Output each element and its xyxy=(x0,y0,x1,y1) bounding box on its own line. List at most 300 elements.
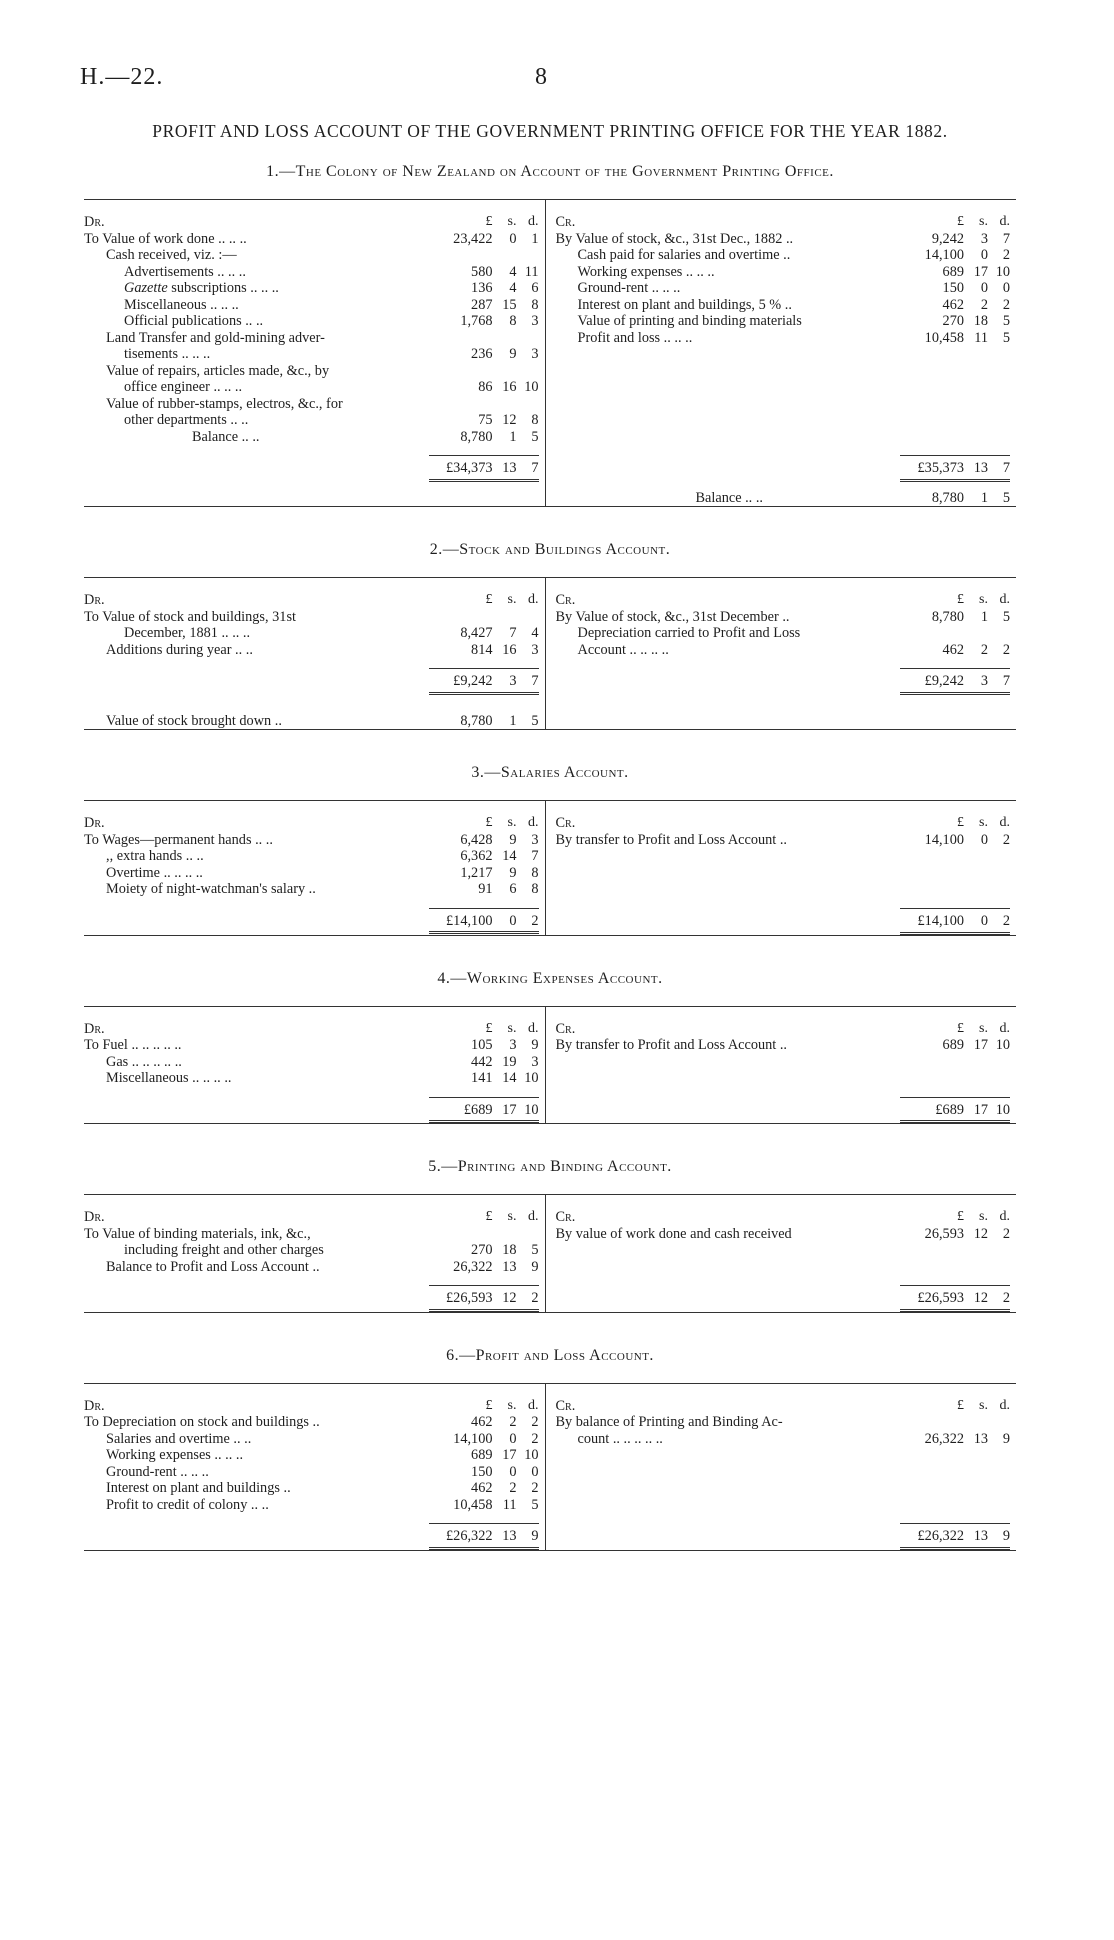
amount-pence: 7 xyxy=(531,673,539,689)
row-description: Additions during year .. .. xyxy=(106,641,253,658)
amount-pounds: 580 xyxy=(471,263,493,280)
amount-pence: 10 xyxy=(524,1070,539,1086)
amount-pence: 8 xyxy=(531,881,539,897)
amount-shillings: 3 xyxy=(980,673,988,689)
amount-pounds: 26,593 xyxy=(924,1225,964,1242)
row-amount xyxy=(900,313,1010,330)
credit-row xyxy=(556,1037,1011,1054)
row-amount xyxy=(429,1242,539,1259)
amount-pounds: 14,100 xyxy=(924,831,964,848)
amount-pence: 2 xyxy=(1002,247,1010,263)
currency-header xyxy=(900,592,1010,609)
amount-shillings: 7 xyxy=(509,625,517,641)
amount-pounds: £ xyxy=(957,214,964,229)
credit-row xyxy=(556,1431,1011,1448)
row-amount xyxy=(429,412,539,429)
row-amount xyxy=(900,264,1010,281)
amount-pence: 2 xyxy=(1002,641,1010,658)
debit-row xyxy=(84,330,539,347)
credit-row xyxy=(556,625,1011,642)
amount-pence: 9 xyxy=(1002,1528,1010,1544)
credit-side xyxy=(545,1384,1017,1550)
amount-pounds: 23,422 xyxy=(453,230,493,247)
credit-total xyxy=(900,1097,1010,1124)
row-description: Value of printing and binding materials xyxy=(577,313,802,329)
amount-pounds: 150 xyxy=(942,280,964,296)
debit-row xyxy=(84,247,539,264)
amount-pounds: 462 xyxy=(471,1414,493,1430)
row-amount xyxy=(429,379,539,396)
section-title-text: 1.—The Colony of New Zealand on Account of the Government Printing Office. xyxy=(266,163,834,180)
row-description: Working expenses .. .. .. xyxy=(577,263,715,280)
amount-pence: d. xyxy=(999,1397,1010,1413)
row-amount xyxy=(429,280,539,297)
debit-row xyxy=(84,1480,539,1497)
amount-pounds: 462 xyxy=(942,641,964,658)
amount-shillings: s. xyxy=(507,1397,517,1413)
amount-shillings: 3 xyxy=(509,673,517,689)
amount-pence: 2 xyxy=(1002,1225,1010,1242)
debit-row xyxy=(84,264,539,281)
amount-pence: 2 xyxy=(531,1430,539,1447)
section-title-text: 5.—Printing and Binding Account. xyxy=(428,1158,672,1175)
amount-shillings: s. xyxy=(979,815,988,830)
total-amount xyxy=(429,913,539,935)
amount-pence: 5 xyxy=(531,1496,539,1513)
row-description: Profit and loss .. .. .. xyxy=(577,329,693,346)
credit-row xyxy=(556,231,1011,248)
side-label: Cr. xyxy=(555,1020,576,1037)
amount-shillings: 14 xyxy=(502,848,517,864)
credit-row xyxy=(556,642,1011,659)
amount-pounds: £14,100 xyxy=(917,913,964,929)
amount-shillings: 1 xyxy=(980,489,988,506)
debit-row xyxy=(84,396,539,413)
row-amount xyxy=(429,429,539,446)
amount-pounds: £9,242 xyxy=(453,673,493,689)
debit-total xyxy=(429,908,539,935)
amount-pence: 2 xyxy=(531,912,539,929)
amount-pounds: £ xyxy=(957,1397,964,1413)
credit-header xyxy=(556,1398,1011,1415)
debit-row xyxy=(84,297,539,314)
amount-pounds: 9,242 xyxy=(931,230,964,247)
amount-pounds: £26,322 xyxy=(917,1528,964,1544)
account-bottom-rule xyxy=(84,506,1016,507)
page-header xyxy=(80,64,1020,91)
amount-pounds: 91 xyxy=(478,881,493,897)
row-description: By Value of stock, &c., 31st December .. xyxy=(555,608,790,625)
amount-pence: 10 xyxy=(524,1447,539,1463)
row-description: office engineer .. .. .. xyxy=(124,379,243,395)
debit-row xyxy=(84,1037,539,1054)
debit-row xyxy=(84,1414,539,1431)
currency-header xyxy=(429,815,539,832)
debit-row xyxy=(84,1497,539,1514)
debit-header xyxy=(84,815,539,832)
amount-pence: 3 xyxy=(531,313,539,329)
amount-shillings: 14 xyxy=(502,1070,517,1086)
amount-shillings: 1 xyxy=(509,428,517,445)
amount-pounds: 136 xyxy=(471,280,493,296)
amount-pence: d. xyxy=(999,214,1010,229)
account-5 xyxy=(84,1194,1016,1312)
debit-row xyxy=(84,609,539,626)
row-amount xyxy=(429,1447,539,1464)
amount-pence: 11 xyxy=(524,263,539,280)
accounts-container xyxy=(80,163,1020,1551)
row-description: including freight and other charges xyxy=(124,1242,324,1258)
amount-pounds: 689 xyxy=(942,1037,964,1053)
amount-pounds: 6,428 xyxy=(460,831,493,848)
amount-pence: d. xyxy=(999,1020,1010,1036)
debit-total xyxy=(429,1097,539,1124)
amount-pounds: 236 xyxy=(471,346,493,362)
row-amount xyxy=(429,231,539,248)
amount-pounds: £689 xyxy=(463,1101,493,1118)
amount-pounds: £ xyxy=(485,214,493,229)
debit-row xyxy=(84,1070,539,1087)
amount-pounds: £ xyxy=(957,1020,964,1036)
debit-row xyxy=(84,865,539,882)
row-amount xyxy=(429,1497,539,1514)
debit-total xyxy=(429,668,539,695)
amount-shillings: 0 xyxy=(509,230,517,247)
amount-pence: 5 xyxy=(531,1242,539,1258)
credit-row xyxy=(556,247,1011,264)
row-amount xyxy=(429,832,539,849)
amount-pounds: £35,373 xyxy=(917,460,964,476)
row-description: Moiety of night-watchman's salary .. xyxy=(106,881,316,897)
credit-header xyxy=(556,815,1011,832)
row-description: Account .. .. .. .. xyxy=(577,641,669,658)
debit-row xyxy=(84,1431,539,1448)
amount-pence: 7 xyxy=(1002,230,1010,247)
amount-shillings: 2 xyxy=(980,296,988,313)
total-amount xyxy=(900,460,1010,482)
debit-row xyxy=(84,1242,539,1259)
row-description: Ground-rent .. .. .. xyxy=(577,280,681,296)
debit-side xyxy=(84,801,545,935)
currency-header xyxy=(429,1021,539,1038)
row-description: Depreciation carried to Profit and Loss xyxy=(577,625,801,641)
debit-row xyxy=(84,313,539,330)
section-title-text: 6.—Profit and Loss Account. xyxy=(446,1346,654,1364)
row-description: By balance of Printing and Binding Ac- xyxy=(555,1414,783,1430)
credit-total xyxy=(900,908,1010,935)
amount-shillings: 2 xyxy=(509,1414,517,1430)
amount-pence: 5 xyxy=(1002,608,1010,625)
amount-shillings: 19 xyxy=(502,1053,517,1070)
row-amount xyxy=(429,642,539,659)
debit-row xyxy=(84,1464,539,1481)
debit-row xyxy=(84,832,539,849)
credit-total xyxy=(900,1523,1010,1550)
amount-pounds: 6,362 xyxy=(460,848,493,864)
debit-row xyxy=(84,642,539,659)
debit-side xyxy=(84,1007,545,1124)
amount-pence: 8 xyxy=(531,412,539,428)
amount-pounds: 10,458 xyxy=(453,1496,493,1513)
currency-header xyxy=(429,1209,539,1226)
currency-header xyxy=(429,214,539,231)
amount-shillings: 13 xyxy=(973,460,988,476)
credit-total xyxy=(900,455,1010,482)
account-3 xyxy=(84,800,1016,935)
credit-row xyxy=(556,280,1011,297)
row-description: Balance to Profit and Loss Account .. xyxy=(106,1258,320,1275)
amount-pounds: £ xyxy=(957,592,964,607)
account-bottom-rule xyxy=(84,729,1016,730)
row-description: Working expenses .. .. .. xyxy=(106,1447,244,1463)
row-amount xyxy=(900,231,1010,248)
amount-pounds: £14,100 xyxy=(446,912,493,929)
amount-shillings: 13 xyxy=(973,1528,988,1544)
amount-pence: 5 xyxy=(531,712,539,729)
amount-shillings: 0 xyxy=(980,831,988,848)
row-description: ,, extra hands .. .. xyxy=(106,848,204,864)
amount-shillings: 16 xyxy=(502,379,517,395)
debit-side xyxy=(84,1195,545,1312)
debit-row xyxy=(84,1259,539,1276)
amount-shillings: s. xyxy=(507,214,517,229)
side-label: Dr. xyxy=(84,214,105,230)
debit-header xyxy=(84,1209,539,1226)
section-title-text: 3.—Salaries Account. xyxy=(471,764,629,781)
amount-pence: 1 xyxy=(531,230,539,247)
amount-shillings: 3 xyxy=(509,1037,517,1053)
amount-pounds: £34,373 xyxy=(446,460,493,476)
row-description: Balance .. .. xyxy=(695,489,763,506)
account-6 xyxy=(84,1383,1016,1550)
debit-row xyxy=(84,379,539,396)
side-label: Cr. xyxy=(555,815,576,831)
credit-row xyxy=(556,832,1011,849)
row-description: Advertisements .. .. .. xyxy=(124,263,246,280)
amount-shillings: 9 xyxy=(509,346,517,362)
amount-shillings: 12 xyxy=(502,412,517,428)
row-description: Value of repairs, articles made, &c., by xyxy=(106,362,330,379)
amount-pounds: £ xyxy=(957,1209,964,1224)
total-amount xyxy=(429,673,539,695)
amount-shillings: 11 xyxy=(974,329,988,346)
row-description: other departments .. .. xyxy=(124,412,249,428)
credit-side xyxy=(545,578,1017,729)
row-description: By Value of stock, &c., 31st Dec., 1882 .. xyxy=(555,230,794,247)
amount-pence: 8 xyxy=(531,864,539,881)
gazette-italic: Gazette xyxy=(124,280,168,296)
amount-shillings: 9 xyxy=(509,831,517,848)
credit-header xyxy=(556,214,1011,231)
amount-shillings: 13 xyxy=(502,1258,517,1275)
row-amount xyxy=(900,297,1010,314)
amount-shillings: 18 xyxy=(973,313,988,329)
total-amount xyxy=(900,913,1010,935)
amount-pounds: 86 xyxy=(478,379,493,395)
row-description: Official publications .. .. xyxy=(124,313,264,329)
debit-total xyxy=(429,455,539,482)
amount-pence: 5 xyxy=(1002,489,1010,506)
amount-pence: d. xyxy=(528,815,539,830)
credit-row xyxy=(556,1414,1011,1431)
row-description: Miscellaneous .. .. .. xyxy=(124,296,239,313)
amount-shillings: 9 xyxy=(509,864,517,881)
amount-shillings: 17 xyxy=(502,1101,517,1118)
amount-pounds: £ xyxy=(485,592,493,607)
section-title xyxy=(80,970,1020,988)
amount-pence: 2 xyxy=(1002,831,1010,848)
row-description: To Depreciation on stock and buildings .. xyxy=(84,1414,320,1430)
row-description: Gazette subscriptions .. .. .. xyxy=(124,280,279,296)
amount-shillings: 0 xyxy=(509,912,517,929)
amount-pounds: 8,780 xyxy=(460,712,493,729)
amount-shillings: s. xyxy=(979,214,988,229)
amount-pounds: £9,242 xyxy=(924,673,964,689)
amount-shillings: 0 xyxy=(509,1463,517,1480)
row-amount xyxy=(429,865,539,882)
debit-row xyxy=(84,429,539,446)
credit-row xyxy=(556,609,1011,626)
amount-pounds: 270 xyxy=(471,1242,493,1258)
currency-header xyxy=(429,592,539,609)
amount-pence: d. xyxy=(528,214,539,229)
debit-side xyxy=(84,578,545,729)
debit-row xyxy=(84,625,539,642)
amount-shillings: s. xyxy=(979,1209,988,1224)
amount-pence: d. xyxy=(999,592,1010,607)
account-1 xyxy=(84,199,1016,506)
amount-pence: 4 xyxy=(531,625,539,641)
debit-row xyxy=(84,231,539,248)
amount-pounds: 26,322 xyxy=(453,1258,493,1275)
row-amount xyxy=(429,1259,539,1276)
amount-shillings: s. xyxy=(507,1020,517,1036)
page-number: 8 xyxy=(535,64,548,90)
account-bottom-rule xyxy=(84,935,1016,936)
amount-pounds: £26,322 xyxy=(446,1528,493,1544)
amount-pence: 2 xyxy=(1002,296,1010,313)
amount-pence: d. xyxy=(528,1209,539,1224)
amount-shillings: 12 xyxy=(973,1290,988,1306)
amount-pounds: £26,593 xyxy=(446,1290,493,1306)
account-bottom-rule xyxy=(84,1550,1016,1551)
amount-pounds: 462 xyxy=(471,1480,493,1496)
amount-pounds: £689 xyxy=(935,1101,964,1118)
amount-pounds: £ xyxy=(485,1397,493,1413)
amount-shillings: 16 xyxy=(502,641,517,658)
row-description: December, 1881 .. .. .. xyxy=(124,625,251,641)
row-amount xyxy=(900,330,1010,347)
row-description: Gas .. .. .. .. .. xyxy=(106,1053,182,1070)
amount-pounds: 689 xyxy=(471,1447,493,1463)
amount-pounds: 8,780 xyxy=(931,608,964,625)
row-amount xyxy=(429,625,539,642)
section-title xyxy=(80,1347,1020,1365)
amount-pounds: 689 xyxy=(942,263,964,280)
row-amount xyxy=(900,280,1010,297)
amount-shillings: 13 xyxy=(502,460,517,476)
amount-pounds: 814 xyxy=(471,641,493,658)
amount-pence: 9 xyxy=(1002,1430,1010,1447)
side-label: Cr. xyxy=(555,1209,576,1225)
account-2 xyxy=(84,577,1016,729)
amount-pence: 5 xyxy=(531,428,539,445)
side-label: Dr. xyxy=(84,815,105,831)
amount-shillings: s. xyxy=(979,592,988,607)
row-description: Overtime .. .. .. .. xyxy=(106,864,203,881)
amount-shillings: s. xyxy=(507,815,517,830)
row-description: By transfer to Profit and Loss Account .. xyxy=(555,1037,787,1053)
currency-header xyxy=(900,1021,1010,1038)
row-amount xyxy=(429,1037,539,1054)
side-label: Dr. xyxy=(84,1397,105,1414)
amount-pence: 3 xyxy=(531,1053,539,1070)
row-description: Interest on plant and buildings, 5 % .. xyxy=(577,296,792,313)
debit-row xyxy=(84,848,539,865)
total-amount xyxy=(900,1290,1010,1312)
amount-shillings: 17 xyxy=(973,1037,988,1053)
amount-shillings: 3 xyxy=(980,230,988,247)
amount-pounds: £ xyxy=(485,1209,493,1224)
debit-header xyxy=(84,1021,539,1038)
total-amount xyxy=(429,1528,539,1550)
row-amount xyxy=(429,881,539,898)
row-description: Value of stock brought down .. xyxy=(106,712,282,729)
amount-pence: d. xyxy=(528,1397,539,1413)
debit-carried-row xyxy=(84,713,539,730)
row-description: Miscellaneous .. .. .. .. xyxy=(106,1070,232,1086)
amount-shillings: 13 xyxy=(502,1528,517,1544)
amount-pounds: 141 xyxy=(471,1070,493,1086)
row-description: Salaries and overtime .. .. xyxy=(106,1430,252,1447)
account-bottom-rule xyxy=(84,1123,1016,1124)
row-description: To Fuel .. .. .. .. .. xyxy=(84,1037,182,1053)
row-amount xyxy=(900,642,1010,659)
currency-header xyxy=(429,1398,539,1415)
amount-pence: 10 xyxy=(995,1101,1010,1118)
row-amount xyxy=(429,1414,539,1431)
amount-pounds: 75 xyxy=(478,412,493,428)
side-label: Cr. xyxy=(555,1397,576,1414)
total-amount xyxy=(429,460,539,482)
row-description: To Value of stock and buildings, 31st xyxy=(84,608,296,625)
amount-pounds: 14,100 xyxy=(924,247,964,263)
amount-shillings: 0 xyxy=(980,913,988,929)
amount-shillings: 1 xyxy=(509,712,517,729)
amount-pounds: 1,217 xyxy=(460,864,493,881)
amount-pounds: 10,458 xyxy=(924,329,964,346)
amount-pounds: £ xyxy=(485,1020,493,1036)
amount-shillings: 12 xyxy=(502,1290,517,1306)
credit-row xyxy=(556,1226,1011,1243)
amount-pounds: 105 xyxy=(471,1037,493,1053)
amount-pounds: 1,768 xyxy=(460,313,493,329)
currency-header xyxy=(900,1398,1010,1415)
amount-pence: 7 xyxy=(1002,673,1010,689)
total-amount xyxy=(429,1102,539,1124)
row-description: count .. .. .. .. .. xyxy=(577,1430,663,1447)
amount-shillings: 8 xyxy=(509,313,517,329)
amount-pence: 3 xyxy=(531,346,539,362)
credit-side xyxy=(545,1007,1017,1124)
row-description: Ground-rent .. .. .. xyxy=(106,1463,209,1480)
amount-pounds: 442 xyxy=(471,1053,493,1070)
row-description: Cash paid for salaries and overtime .. xyxy=(577,247,791,263)
amount-pence: 2 xyxy=(531,1290,539,1306)
amount-pounds: 8,427 xyxy=(460,625,493,641)
amount-pence: 0 xyxy=(1002,280,1010,296)
amount-pence: 6 xyxy=(531,280,539,296)
